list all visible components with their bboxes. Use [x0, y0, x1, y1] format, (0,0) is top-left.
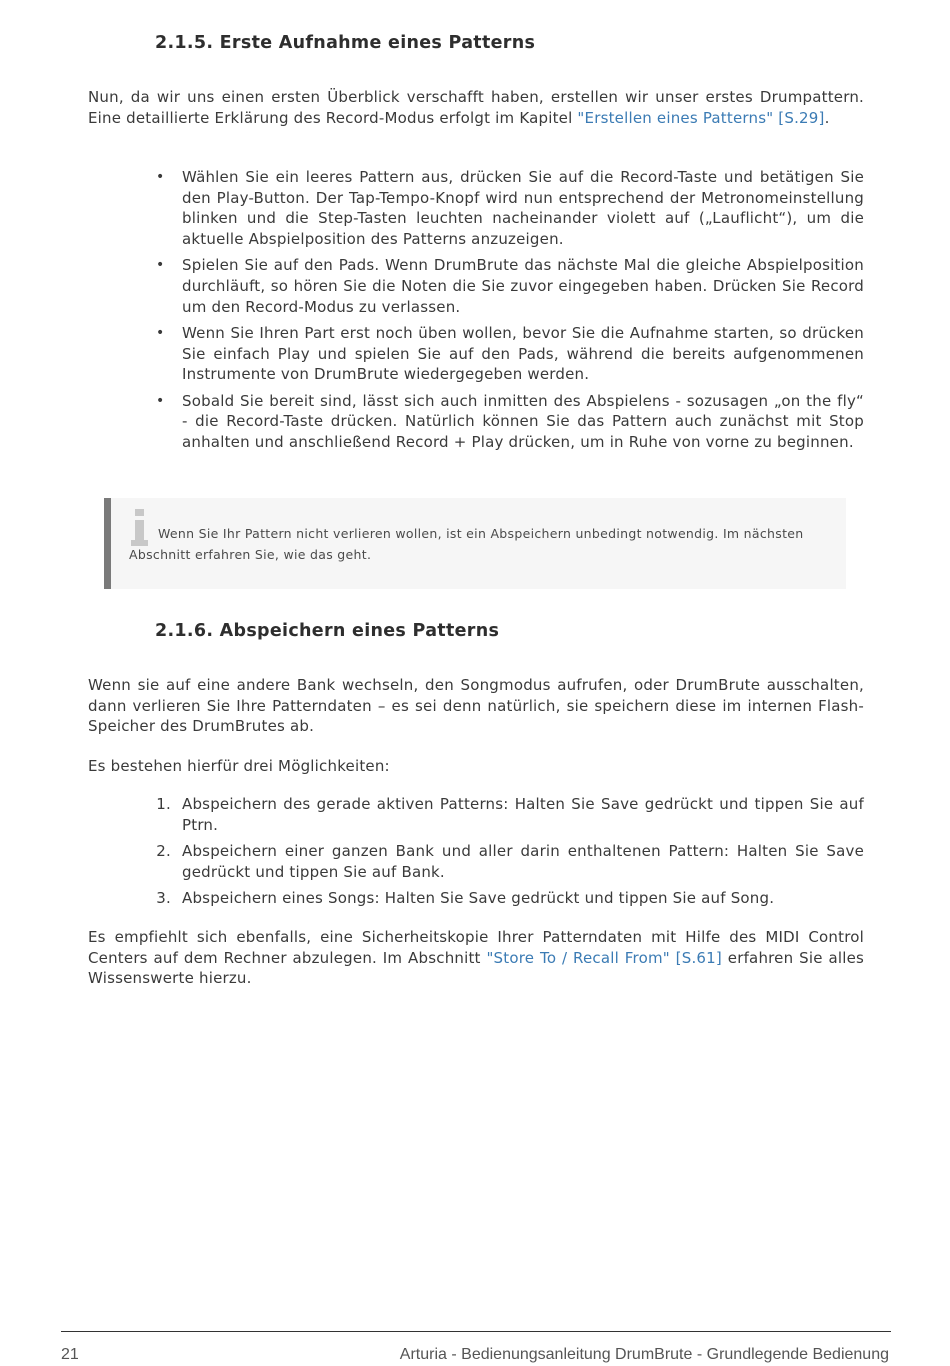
list-item	[156, 888, 864, 909]
list-item-text: Spielen Sie auf den Pads. Wenn DrumBrute das nächste Mal die gleiche Abspielposition durchläuft, so hören Sie die Noten die Sie zuvor eingegeben haben. Drücken Sie Record um den Record-Modus zu verlassen.	[182, 256, 864, 316]
link-store-recall[interactable]: "Store To / Recall From" [S.61]	[486, 948, 722, 967]
intro-paragraph	[88, 87, 864, 128]
bullet-marker: •	[156, 392, 165, 409]
bullet-marker: •	[156, 257, 165, 274]
list-item	[156, 391, 864, 453]
intro-text: Nun, da wir uns einen ersten Überblick verschafft haben, erstellen wir unser erstes Drumpattern. Eine detaillierte Erklärung des Record-Modus erfolgt im Kapitel	[88, 88, 864, 127]
recording-steps-list	[156, 167, 864, 458]
list-item-text: Sobald Sie bereit sind, lässt sich auch inmitten des Abspielens - sozusagen „on the fly“ - die Record-Taste drücken. Natürlich können Sie das Pattern auch zunächst mit Stop anhalten und anschließend Record + Play drücken, um in Ruhe von vorne zu beginnen.	[182, 391, 864, 451]
save-options-list	[156, 794, 864, 914]
list-item-text: Abspeichern eines Songs: Halten Sie Save gedrückt und tippen Sie auf Song.	[182, 888, 775, 907]
list-item	[156, 841, 864, 882]
bullet-marker: •	[156, 324, 165, 341]
footer-title: Arturia - Bedienungsanleitung DrumBrute - Grundlegende Bedienung	[399, 1346, 889, 1363]
backup-text: Es empfiehlt sich ebenfalls, eine Sicherheitskopie Ihrer Patterndaten mit Hilfe des MIDI Control Centers auf dem Rechner abzulegen. Im Abschnitt	[88, 928, 864, 967]
info-note-box	[104, 498, 846, 589]
list-number: 2.	[156, 841, 171, 860]
backup-paragraph	[88, 927, 864, 989]
link-create-pattern[interactable]: "Erstellen eines Patterns" [S.29]	[577, 108, 825, 127]
backup-end: erfahren Sie alles Wissenswerte hierzu.	[88, 948, 865, 988]
list-item-text: Abspeichern einer ganzen Bank und aller darin enthaltenen Pattern: Halten Sie Save gedrückt und tippen Sie auf Bank.	[182, 841, 864, 881]
footer-divider	[61, 1331, 891, 1332]
info-note-text: Wenn Sie Ihr Pattern nicht verlieren wollen, ist ein Abspeichern unbedingt notwendig. Im nächsten Abschnitt erfahren Sie, wie das geht.	[129, 526, 804, 562]
intro-end: .	[824, 108, 830, 127]
list-item	[156, 167, 864, 250]
list-item	[156, 323, 864, 385]
section-heading-first-recording: 2.1.5. Erste Aufnahme eines Patterns	[155, 33, 536, 53]
save-intro-paragraph: Wenn sie auf eine andere Bank wechseln, den Songmodus aufrufen, oder DrumBrute ausschalten, dann verlieren Sie Ihre Patterndaten – es sei denn natürlich, sie speichern diese im internen Flash-Speicher des DrumBrutes ab.	[88, 676, 864, 736]
list-number: 1.	[156, 795, 171, 813]
list-item-text: Wenn Sie Ihren Part erst noch üben wollen, bevor Sie die Aufnahme starten, so drücken Sie einfach Play und spielen Sie auf den Pads, während die bereits aufgenommenen Instrumente von DrumBrute wiedergegeben werden.	[182, 323, 864, 384]
list-item	[156, 255, 864, 317]
bullet-marker: •	[156, 169, 165, 185]
list-item-text: Wählen Sie ein leeres Pattern aus, drücken Sie auf die Record-Taste und betätigen Sie den Play-Button. Der Tap-Tempo-Knopf wird nun entsprechend der Metronomeinstellung blinken und die Step-Tasten leuchten nacheinander violett auf („Lauflicht“), um die aktuelle Abspielposition des Patterns anzuzeigen.	[182, 168, 864, 249]
page-number: 21	[61, 1346, 79, 1363]
options-paragraph: Es bestehen hierfür drei Möglichkeiten:	[88, 757, 390, 775]
list-item-text: Abspeichern des gerade aktiven Patterns: Halten Sie Save gedrückt und tippen Sie auf Ptrn.	[182, 795, 864, 834]
section-heading-save-pattern: 2.1.6. Abspeichern eines Patterns	[155, 621, 500, 641]
list-number: 3.	[156, 888, 171, 907]
list-item	[156, 794, 864, 835]
